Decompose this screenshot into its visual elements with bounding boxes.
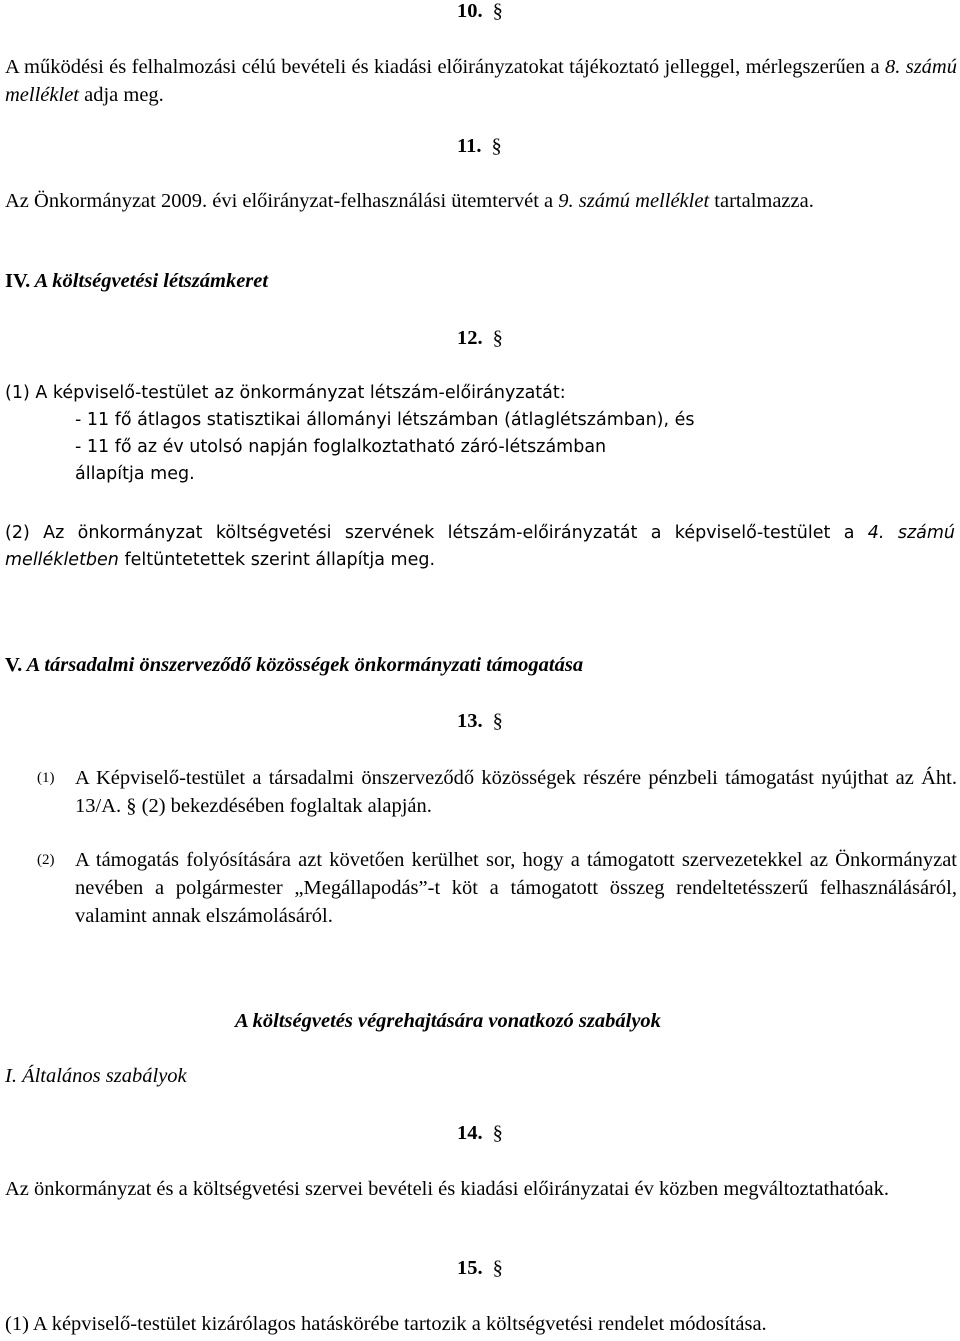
- paragraph-number: (1): [37, 770, 55, 786]
- section-number: 14.: [457, 1122, 483, 1144]
- section-number: 11.: [457, 135, 482, 157]
- paragraph-number: (2): [37, 852, 55, 868]
- annex-reference: 9. számú melléklet: [558, 190, 710, 212]
- section-sign: §: [492, 710, 503, 732]
- section-13-para-1: (1) A Képviselő-testület a társadalmi önszerveződő közösségek részére pénzbeli támogatást nyújthat az Áht. 13/A. § (2) bekezdésében foglaltak alapján.: [75, 764, 957, 820]
- section-12-heading: [457, 327, 503, 350]
- section-sign: §: [492, 1122, 503, 1144]
- chapter-iv-heading: IV. A költségvetési létszámkeret: [5, 270, 269, 292]
- section-number: 10.: [457, 0, 483, 22]
- section-11-heading: [457, 135, 502, 158]
- chapter-v-heading: V. A társadalmi önszerveződő közösségek önkormányzati támogatása: [5, 654, 584, 676]
- section-sign: §: [492, 0, 503, 22]
- section-10-heading: [457, 0, 503, 23]
- section-sign: §: [491, 135, 502, 157]
- section-15-heading: [457, 1257, 503, 1280]
- section-14-heading: [457, 1122, 503, 1145]
- section-12-para-1: (1) A képviselő-testület az önkormányzat létszám-előirányzatát: - 11 fő átlagos statisztikai állományi létszámban (átlaglétszámban), és - 11 fő az év utolsó napján foglalkoztatható záró-létszámban állapítja meg.: [5, 383, 695, 484]
- section-number: 12.: [457, 327, 483, 349]
- section-11-text: Az Önkormányzat 2009. évi előirányzat-felhasználási ütemtervét a 9. számú melléklet tartalmazza.: [5, 190, 814, 212]
- section-sign: §: [492, 1257, 503, 1279]
- section-10-text: A működési és felhalmozási célú bevételi és kiadási előirányzatokat tájékoztató jelleggel, mérlegszerűen a 8. számú melléklet adja meg.: [5, 56, 957, 106]
- section-13-para-2: (2) A támogatás folyósítására azt követően kerülhet sor, hogy a támogatott szervezetekkel az Önkormányzat nevében a polgármester „Megállapodás”-t köt a támogatott összeg rendeltetésszerű felhasználásáról, valamint annak elszámolásáról.: [75, 846, 957, 930]
- section-sign: §: [492, 327, 503, 349]
- annex-reference: 4. számú mellékletben: [5, 523, 955, 570]
- section-number: 13.: [457, 710, 483, 732]
- annex-reference: 8. számú melléklet: [5, 56, 957, 106]
- section-number: 15.: [457, 1257, 483, 1279]
- section-13-heading: [457, 710, 503, 733]
- section-15-text: (1) A képviselő-testület kizárólagos hatáskörébe tartozik a költségvetési rendelet módosítása.: [5, 1313, 767, 1335]
- execution-rules-heading: A költségvetés végrehajtására vonatkozó szabályok: [235, 1010, 661, 1032]
- chapter-i-heading: I. Általános szabályok: [5, 1065, 187, 1087]
- section-14-text: Az önkormányzat és a költségvetési szervei bevételi és kiadási előirányzatai év közben megváltoztathatóak.: [5, 1178, 889, 1200]
- section-12-para-2: (2) Az önkormányzat költségvetési szervének létszám-előirányzatát a képviselő-testület a 4. számú mellékletben feltüntetettek szerint állapítja meg.: [5, 523, 955, 570]
